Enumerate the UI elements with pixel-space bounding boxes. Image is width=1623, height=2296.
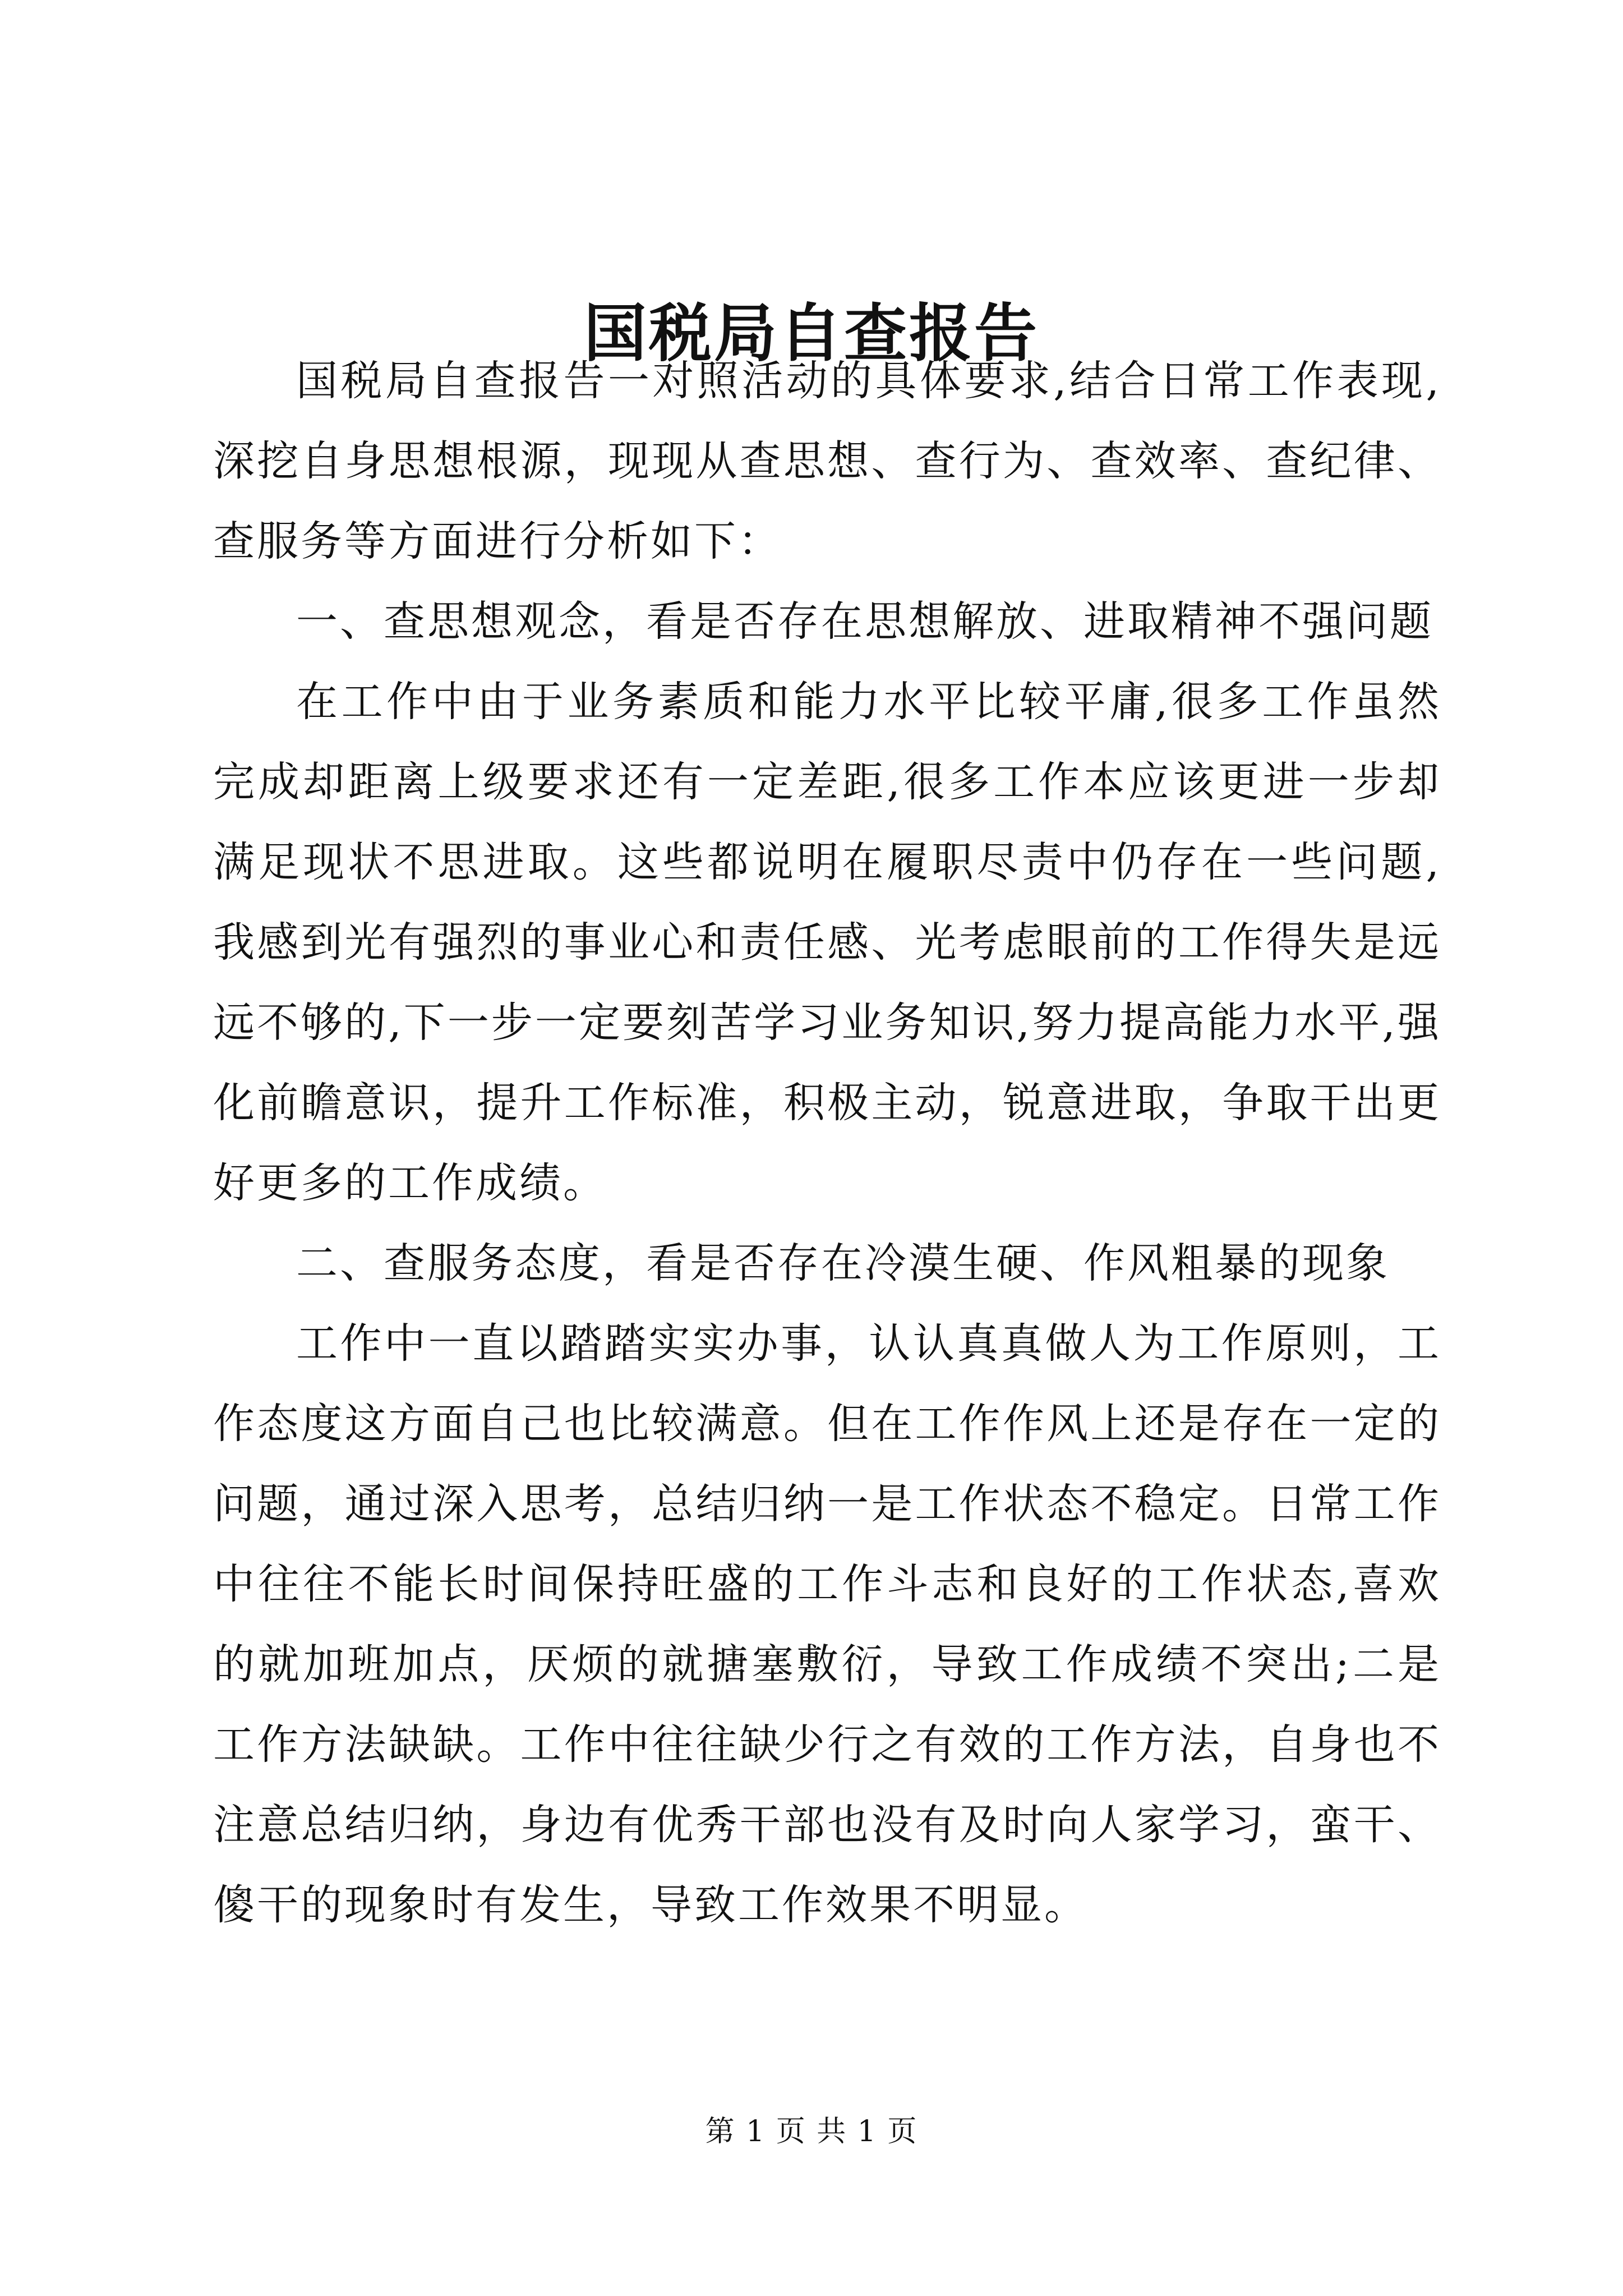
intro-paragraph: 国税局自查报告一对照活动的具体要求,结合日常工作表现,深挖自身思想根源，现现从查思想、查行为、查效率、查纪律、查服务等方面进行分析如下： [213, 357, 1441, 565]
section-heading-1: 一、查思想观念，看是否存在思想解放、进取精神不强问题 [296, 597, 1433, 646]
document-title: 国税局自查报告 [584, 297, 1039, 370]
section-body-1: 在工作中由于业务素质和能力水平比较平庸,很多工作虽然完成却距离上级要求还有一定差距,很多工作本应该更进一步却满足现状不思进取。这些都说明在履职尽责中仍存在一些问题,我感到光有强烈的事业心和责任感、光考虑眼前的工作得失是远远不够的,下一步一定要刻苦学习业务知识,努力提高能力水平,强化前瞻意识，提升工作标准，积极主动，锐意进取，争取干出更好更多的工作成绩。 [213, 678, 1441, 1207]
document-body [213, 341, 1441, 1945]
section-body-2: 工作中一直以踏踏实实办事，认认真真做人为工作原则，工作态度这方面自己也比较满意。但在工作作风上还是存在一定的问题，通过深入思考，总结归纳一是工作状态不稳定。日常工作中往往不能长时间保持旺盛的工作斗志和良好的工作状态,喜欢的就加班加点，厌烦的就搪塞敷衍，导致工作成绩不突出;二是工作方法缺缺。工作中往往缺少行之有效的工作方法，自身也不注意总结归纳，身边有优秀干部也没有及时向人家学习，蛮干、傻干的现象时有发生，导致工作效果不明显。 [213, 1319, 1441, 1929]
section-heading-2: 二、查服务态度，看是否存在冷漠生硬、作风粗暴的现象 [296, 1239, 1390, 1287]
page-footer: 第 1 页 共 1 页 [705, 2115, 918, 2148]
